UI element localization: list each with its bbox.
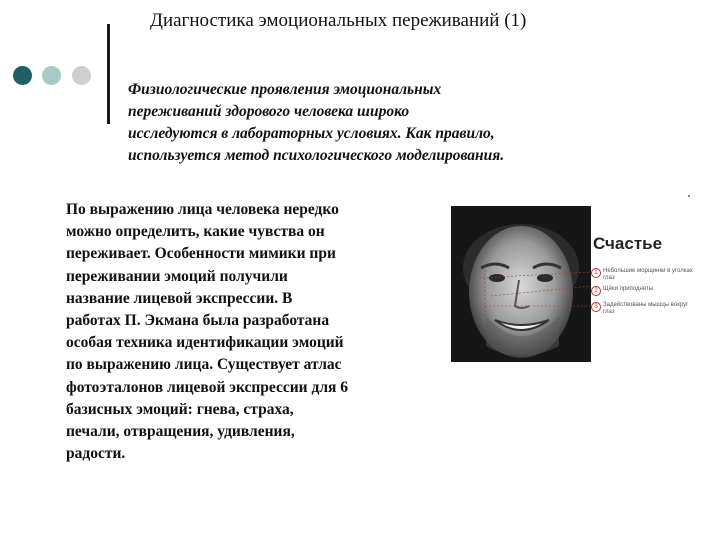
annotation-3 [591, 302, 693, 316]
body-paragraph: По выражению лица человека нередко можно определить, какие чувства он переживает. Особенности мимики при переживании эмоций получили название лицевой экспрессии. В работах П. Экмана была разработана особая техника идентификации эмоций по выражению лица. Существует атлас фотоэталонов лицевой экспрессии для 6 базисных эмоций: гнева, страха, печали, отвращения, удивления, радости. [66, 201, 349, 463]
annotation-number: 1 [591, 268, 601, 278]
figure-heading: Счастье [593, 234, 663, 253]
decor-dot-2 [42, 66, 61, 85]
emotion-figure [451, 206, 695, 362]
decor-speck [688, 195, 690, 197]
annotation-2 [591, 286, 693, 296]
decor-dot-1 [13, 66, 32, 85]
slide-title: Диагностика эмоциональных переживаний (1) [150, 10, 527, 31]
decor-dot-3 [72, 66, 91, 85]
annotation-text: Щёки приподняты [603, 286, 654, 292]
annotation-number: 3 [591, 302, 601, 312]
title-divider [107, 24, 110, 124]
annotation-1 [591, 268, 693, 282]
face-photo [451, 206, 591, 362]
intro-paragraph: Физиологические проявления эмоциональных переживаний здорового человека широко исследуются в лабораторных условиях. Как правило, используется метод психологического моделирования. [128, 81, 505, 164]
annotation-text: Задействованы мышцы вокруг глаз [603, 302, 689, 315]
annotation-number: 2 [591, 286, 601, 296]
annotation-text: Небольшие морщинки в уголках глаз [603, 268, 693, 281]
